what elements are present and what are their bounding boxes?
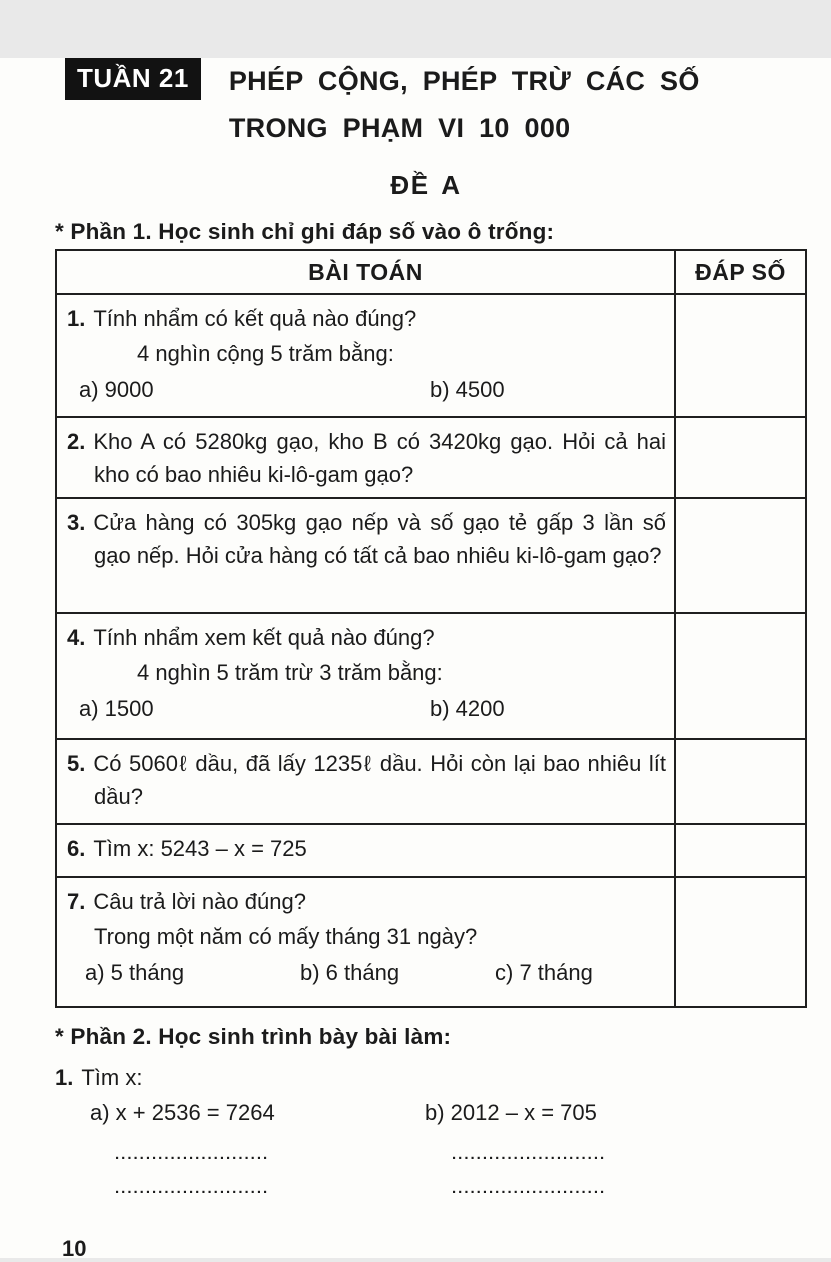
option-a: a) 5 tháng bbox=[85, 960, 185, 985]
problem-row-4 bbox=[56, 613, 806, 739]
problem-cell-2 bbox=[56, 417, 675, 498]
problem-text: Có 5060ℓ dầu, đã lấy 1235ℓ dầu. Hỏi còn lại bao nhiêu lít dầu? bbox=[93, 751, 666, 809]
problem-subline: 4 nghìn 5 trăm trừ 3 trăm bằng: bbox=[137, 660, 443, 685]
problem-cell-3 bbox=[56, 498, 675, 613]
page-header bbox=[55, 58, 797, 152]
page-number: 10 bbox=[62, 1236, 87, 1261]
option-a: a) 1500 bbox=[79, 696, 154, 721]
problem-subline: Trong một năm có mấy tháng 31 ngày? bbox=[94, 924, 478, 949]
problem-number: 2. bbox=[67, 429, 86, 454]
workbook-page bbox=[0, 58, 831, 1261]
problem-text: Cửa hàng có 305kg gạo nếp và số gạo tẻ gấp 3 lần số gạo nếp. Hỏi cửa hàng có tất cả bao nhiêu ki-lô-gam gạo? bbox=[93, 510, 666, 568]
problem-number: 4. bbox=[67, 625, 86, 650]
lesson-title-line1: PHÉP CỘNG, PHÉP TRỪ CÁC SỐ bbox=[228, 66, 700, 96]
problem-text: Tính nhẩm xem kết quả nào đúng? bbox=[93, 625, 435, 650]
part2-heading: * Phần 2. Học sinh trình bày bài làm: bbox=[55, 1024, 452, 1049]
problem-subline: 4 nghìn cộng 5 trăm bằng: bbox=[137, 341, 394, 366]
problems-table bbox=[55, 249, 807, 1008]
answer-work-lines bbox=[55, 1146, 797, 1208]
answer-options bbox=[67, 956, 666, 989]
problem-text: Kho A có 5280kg gạo, kho B có 3420kg gạo. Hỏi cả hai kho có bao nhiêu ki-lô-gam gạo? bbox=[93, 429, 666, 487]
problem-number: 3. bbox=[67, 510, 86, 535]
problem-cell-5 bbox=[56, 739, 675, 824]
problem-cell-6 bbox=[56, 824, 675, 877]
lesson-title bbox=[229, 58, 700, 152]
answer-box-1 bbox=[675, 294, 806, 417]
answer-box-2 bbox=[675, 417, 806, 498]
option-c: c) 7 tháng bbox=[495, 960, 593, 985]
option-b: b) 6 tháng bbox=[300, 960, 400, 985]
problem-text: Tìm x: 5243 – x = 725 bbox=[93, 836, 307, 861]
table-header-row bbox=[56, 250, 806, 294]
answer-box-5 bbox=[675, 739, 806, 824]
problem-question bbox=[67, 747, 666, 813]
problem-row-2 bbox=[56, 417, 806, 498]
answer-column-header: ĐÁP SỐ bbox=[675, 250, 806, 294]
option-b: b) 4500 bbox=[430, 377, 505, 402]
answer-box-7 bbox=[675, 877, 806, 1007]
exercise-text: Tìm x: bbox=[81, 1065, 143, 1090]
answer-box-3 bbox=[675, 498, 806, 613]
option-b: b) 4200 bbox=[430, 696, 505, 721]
problem-cell-1 bbox=[56, 294, 675, 417]
problem-row-7 bbox=[56, 877, 806, 1007]
problem-row-3 bbox=[56, 498, 806, 613]
answer-box-6 bbox=[675, 824, 806, 877]
problem-cell-4 bbox=[56, 613, 675, 739]
part2-item-b: b) 2012 – x = 705 bbox=[425, 1100, 597, 1125]
week-badge: TUẦN 21 bbox=[65, 58, 201, 100]
part2-item-a: a) x + 2536 = 7264 bbox=[90, 1100, 275, 1125]
problem-question bbox=[67, 832, 666, 865]
part1-heading: * Phần 1. Học sinh chỉ ghi đáp số vào ô trống: bbox=[55, 219, 555, 244]
dotted-line: ......................... bbox=[115, 1180, 270, 1197]
problem-cell-7 bbox=[56, 877, 675, 1007]
problem-question bbox=[67, 302, 666, 335]
test-name: ĐỀ A bbox=[390, 170, 462, 200]
answer-options bbox=[67, 692, 666, 725]
problem-row-1 bbox=[56, 294, 806, 417]
problem-question bbox=[67, 885, 666, 918]
dotted-line: ......................... bbox=[452, 1146, 607, 1163]
option-a: a) 9000 bbox=[79, 377, 154, 402]
problem-question bbox=[67, 621, 666, 654]
dotted-line: ......................... bbox=[115, 1146, 270, 1163]
problem-number: 1. bbox=[67, 306, 86, 331]
answer-box-4 bbox=[675, 613, 806, 739]
problem-number: 5. bbox=[67, 751, 86, 776]
problem-number: 7. bbox=[67, 889, 86, 914]
problem-question bbox=[67, 425, 666, 491]
problem-question bbox=[67, 506, 666, 572]
part2-items bbox=[55, 1100, 797, 1130]
problem-column-header: BÀI TOÁN bbox=[56, 250, 675, 294]
part2-exercise bbox=[55, 1065, 797, 1091]
lesson-title-line2: TRONG PHẠM VI 10 000 bbox=[228, 113, 571, 143]
problem-row-5 bbox=[56, 739, 806, 824]
problem-number: 6. bbox=[67, 836, 86, 861]
problem-text: Tính nhẩm có kết quả nào đúng? bbox=[93, 306, 417, 331]
problem-text: Câu trả lời nào đúng? bbox=[93, 889, 306, 914]
problem-row-6 bbox=[56, 824, 806, 877]
dotted-line: ......................... bbox=[452, 1180, 607, 1197]
answer-options bbox=[67, 373, 666, 406]
exercise-number: 1. bbox=[55, 1065, 74, 1090]
